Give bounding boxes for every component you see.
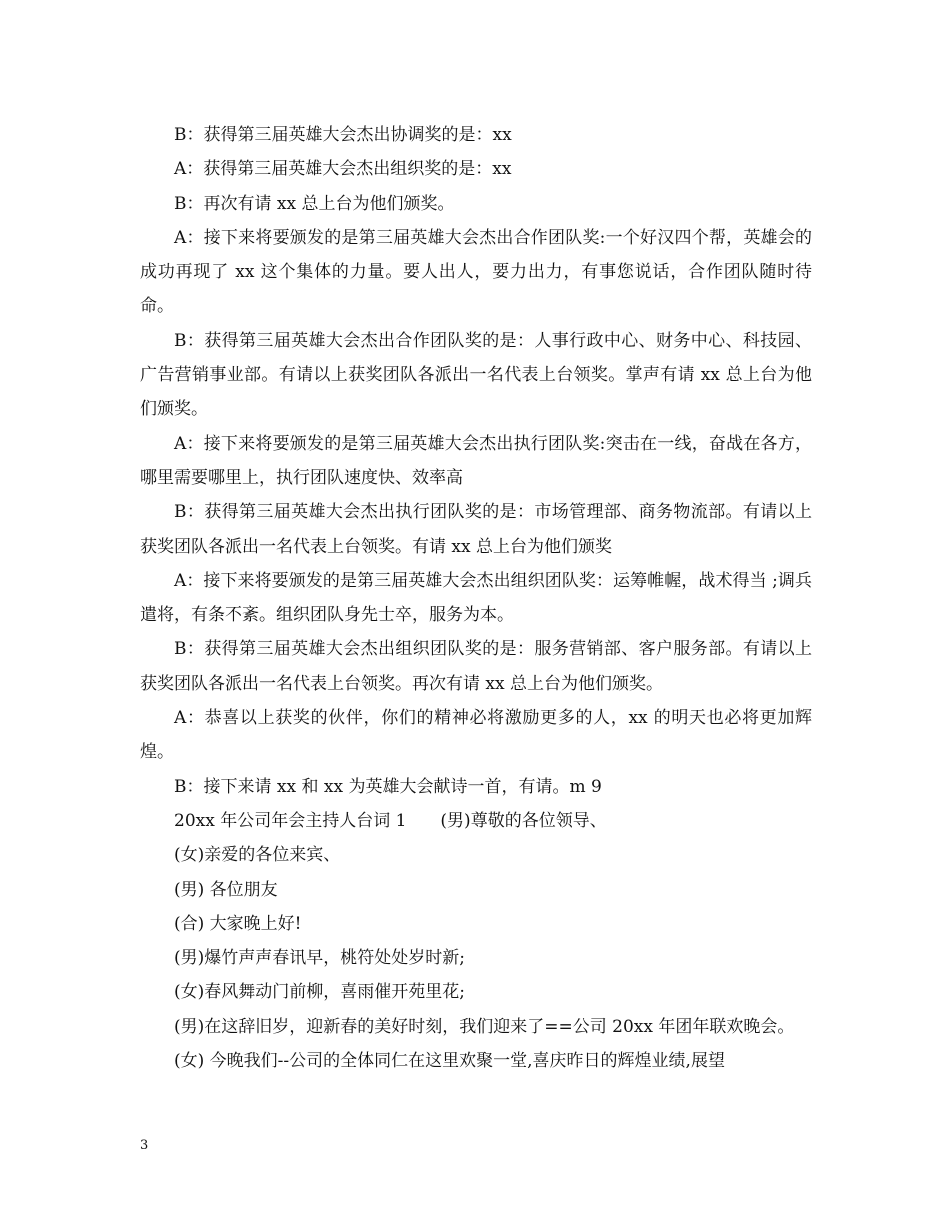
paragraph: B：获得第三届英雄大会杰出执行团队奖的是：市场管理部、商务物流部。有请以上获奖团队各派出一名代表上台领奖。有请 xx 总上台为他们颁奖 bbox=[140, 502, 812, 557]
paragraph: A：获得第三届英雄大会杰出组织奖的是：xx bbox=[174, 159, 512, 180]
document-body bbox=[140, 118, 812, 1078]
paragraph: A：恭喜以上获奖的伙伴，你们的精神必将激励更多的人，xx 的明天也必将更加辉煌。 bbox=[140, 708, 812, 763]
paragraph: B：再次有请 xx 总上台为他们颁奖。 bbox=[174, 193, 455, 214]
paragraph: A：接下来将要颁发的是第三届英雄大会杰出组织团队奖：运筹帷幄，战术得当 ;调兵遣将，有条不紊。组织团队身先士卒，服务为本。 bbox=[140, 570, 812, 626]
paragraph: A：接下来将要颁发的是第三届英雄大会杰出执行团队奖:突击在一线，奋战在各方，哪里需要哪里上，执行团队速度快、效率高 bbox=[140, 433, 812, 488]
paragraph: B：获得第三届英雄大会杰出组织团队奖的是：服务营销部、客户服务部。有请以上获奖团队各派出一名代表上台领奖。再次有请 xx 总上台为他们颁奖。 bbox=[140, 639, 812, 694]
paragraph: B：接下来请 xx 和 xx 为英雄大会献诗一首，有请。m 9 bbox=[174, 776, 602, 797]
paragraph: B：获得第三届英雄大会杰出合作团队奖的是：人事行政中心、财务中心、科技园、广告营销事业部。有请以上获奖团队各派出一名代表上台领奖。掌声有请 xx 总上台为他们颁奖。 bbox=[140, 330, 812, 420]
paragraph: (女)春风舞动门前柳，喜雨催开苑里花; bbox=[174, 982, 465, 1003]
paragraph: (女) 今晚我们--公司的全体同仁在这里欢聚一堂,喜庆昨日的辉煌业绩,展望 bbox=[174, 1051, 725, 1072]
paragraph: (男)爆竹声声春讯早，桃符处处岁时新; bbox=[174, 948, 465, 969]
paragraph: (男)在这辞旧岁，迎新春的美好时刻，我们迎来了==公司 20xx 年团年联欢晚会。 bbox=[174, 1016, 795, 1037]
page-number: 3 bbox=[140, 1138, 149, 1153]
paragraph: (合) 大家晚上好! bbox=[174, 913, 302, 934]
paragraph: A：接下来将要颁发的是第三届英雄大会杰出合作团队奖:一个好汉四个帮，英雄会的成功再现了 xx 这个集体的力量。要人出人，要力出力，有事您说话，合作团队随时待命。 bbox=[140, 227, 812, 317]
paragraph: B：获得第三届英雄大会杰出协调奖的是：xx bbox=[174, 125, 512, 145]
paragraph: (男) 各位朋友 bbox=[174, 879, 278, 900]
paragraph: 20xx 年公司年会主持人台词 1 (男)尊敬的各位领导、 bbox=[174, 810, 607, 831]
paragraph: (女)亲爱的各位来宾、 bbox=[174, 845, 341, 866]
